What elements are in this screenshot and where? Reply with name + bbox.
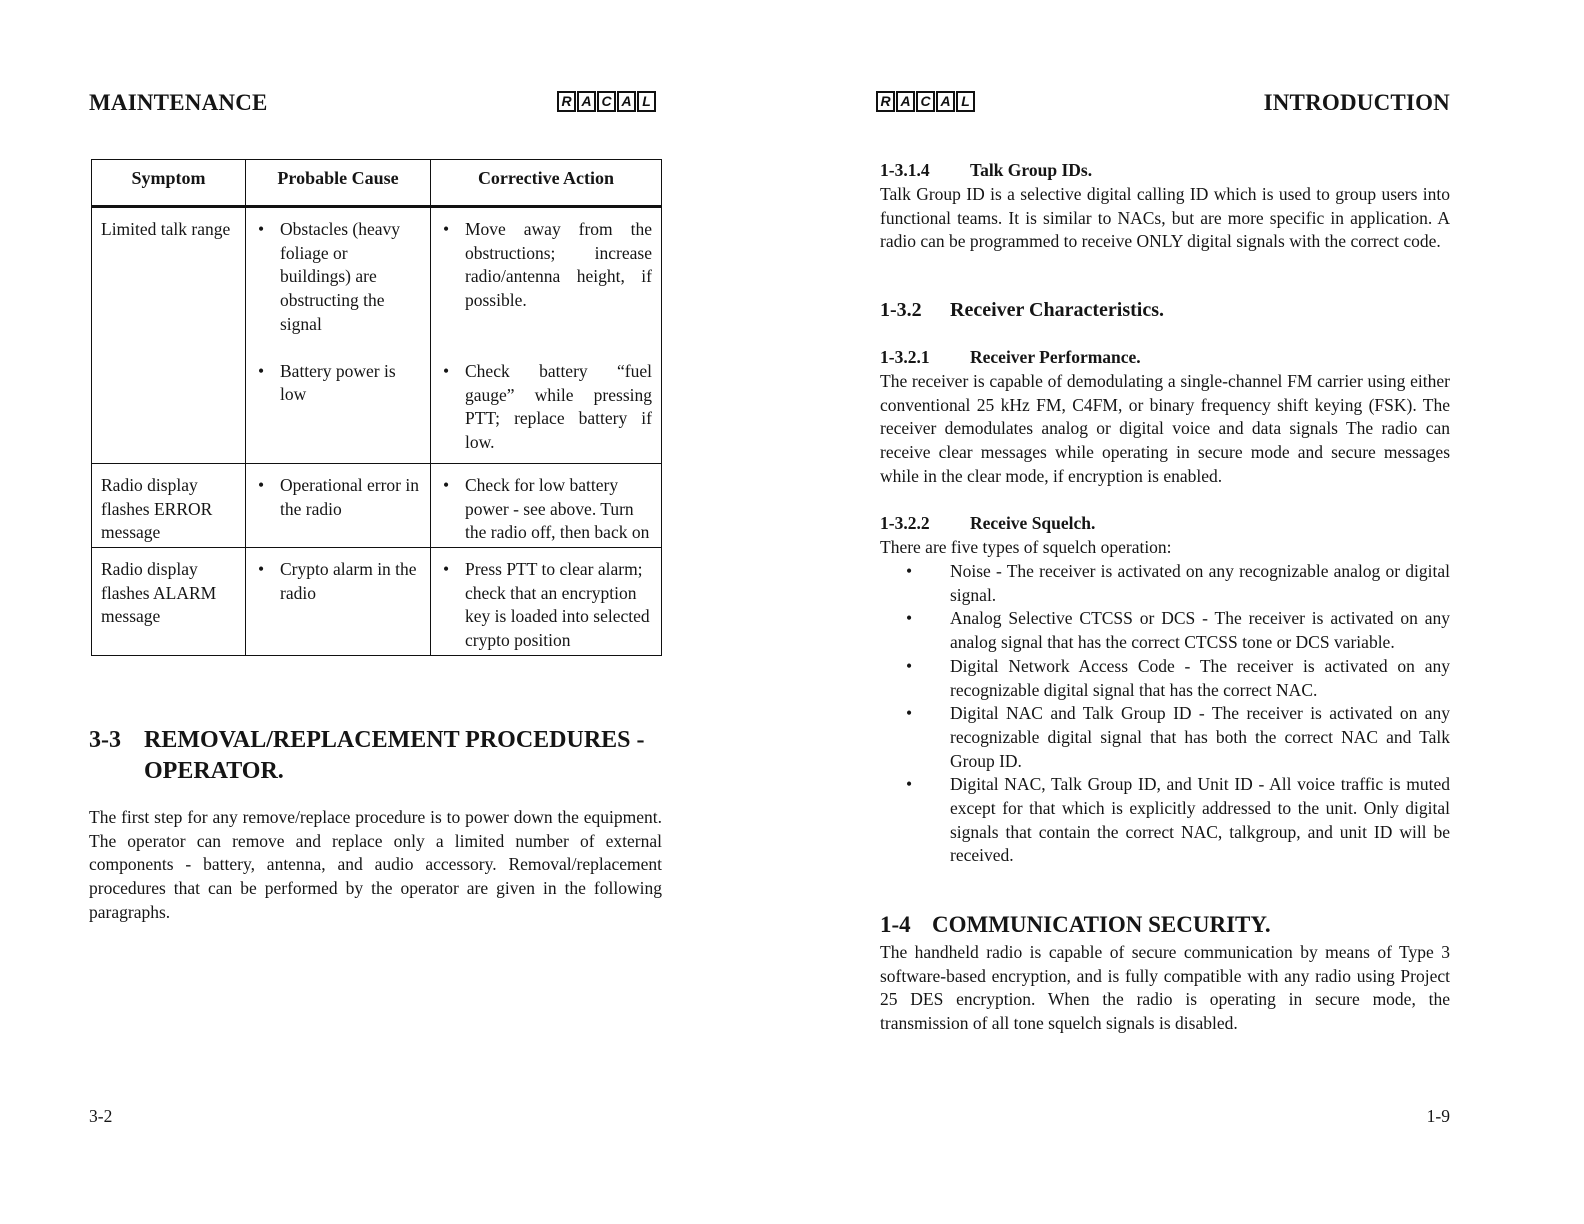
section-heading-3-3 [89, 725, 645, 787]
logo-letter: R [876, 91, 895, 112]
list-item: • Digital Network Access Code - The receiver is activated on any recognizable digital signal that has the correct NAC. [904, 655, 1450, 702]
section-body-3-3: The first step for any remove/replace procedure is to power down the equipment. The operator can remove and replace only a limited number of external components - battery, antenna, and audio accessory. Removal/replacement procedures that can be performed by the operator are given in the following paragraphs. [89, 807, 662, 922]
subsection-number: 1-3.2.1 [880, 347, 930, 367]
squelch-intro: There are five types of squelch operation: [880, 537, 1172, 557]
section-title-line: REMOVAL/REPLACEMENT PROCEDURES - [144, 727, 645, 753]
action-cell [431, 207, 662, 464]
cause-item: • Operational error in the radio [255, 474, 421, 521]
symptom-cell: Radio display flashes ALARM message [92, 547, 246, 655]
table-row [92, 463, 662, 547]
section-number: 1-3.2 [880, 299, 922, 321]
cause-cell [246, 463, 431, 547]
list-item: • Noise - The receiver is activated on any recognizable analog or digital signal. [904, 560, 1450, 607]
table-header-row [92, 160, 662, 207]
racal-logo-right [876, 91, 975, 112]
section-heading-1-4 [880, 912, 1271, 938]
squelch-types-list [904, 560, 1450, 868]
logo-letter: A [577, 91, 596, 112]
cause-item: • Battery power is low [255, 360, 421, 407]
subsection-title: Receiver Performance. [970, 347, 1141, 367]
cause-item: • Obstacles (heavy foliage or buildings) are obstructing the signal [255, 218, 421, 337]
section-title: COMMUNICATION SECURITY. [932, 912, 1271, 937]
subsection-title: Receive Squelch. [970, 513, 1096, 533]
cause-item: • Crypto alarm in the radio [255, 558, 421, 605]
logo-letter: C [597, 91, 616, 112]
page-number-left: 3-2 [89, 1106, 113, 1126]
column-header-corrective-action: Corrective Action [431, 160, 662, 207]
action-cell [431, 547, 662, 655]
cause-cell [246, 207, 431, 464]
column-header-probable-cause: Probable Cause [246, 160, 431, 207]
section-title: Receiver Characteristics. [950, 299, 1164, 321]
action-item: • Press PTT to clear alarm; check that an encryption key is loaded into selected crypto position [440, 558, 652, 653]
right-page [792, 0, 1584, 1224]
subsection-body-1-3-1-4: Talk Group ID is a selective digital calling ID which is used to group users into functional teams. It is similar to NACs, but are more specific in application. A radio can be programmed to receive ONLY digital signals with the correct code. [880, 184, 1450, 252]
action-item: • Check for low battery power - see above. Turn the radio off, then back on [440, 474, 652, 545]
action-item: • Move away from the obstructions; increase radio/antenna height, if possible. [440, 218, 652, 337]
logo-letter: L [637, 91, 656, 112]
racal-logo-left [557, 91, 656, 112]
section-title-line: OPERATOR. [144, 758, 284, 784]
logo-letter: A [936, 91, 955, 112]
logo-letter: C [916, 91, 935, 112]
column-header-symptom: Symptom [92, 160, 246, 207]
section-body-1-4: The handheld radio is capable of secure communication by means of Type 3 software-based encryption, and is fully compatible with any radio using Project 25 DES encryption. When the radio is operating in secure mode, the transmission of all tone squelch signals is disabled. [880, 942, 1450, 1034]
logo-letter: R [557, 91, 576, 112]
list-item: • Digital NAC and Talk Group ID - The receiver is activated on any recognizable digital signal that has both the correct NAC and Talk Group ID. [904, 702, 1450, 773]
symptom-cell: Radio display flashes ERROR message [92, 463, 246, 547]
troubleshooting-table [91, 159, 662, 656]
subsection-heading-1-3-2-2 [880, 513, 1095, 534]
subsection-body-1-3-2-1: The receiver is capable of demodulating a single-channel FM carrier using either conventional 25 kHz FM, C4FM, or binary frequency shift keying (FSK). The receiver demodulates analog or digital voice and data signals The radio can receive clear messages while operating in secure mode and secure messages while in the clear mode, if encryption is enabled. [880, 371, 1450, 486]
logo-letter: A [896, 91, 915, 112]
subsection-number: 1-3.2.2 [880, 513, 930, 533]
running-header-left: MAINTENANCE [89, 90, 268, 115]
section-heading-1-3-2 [880, 299, 1164, 322]
subsection-number: 1-3.1.4 [880, 160, 930, 180]
logo-letter: A [617, 91, 636, 112]
list-item: • Analog Selective CTCSS or DCS - The receiver is activated on any analog signal that has the correct CTCSS tone or DCS variable. [904, 607, 1450, 654]
action-cell [431, 463, 662, 547]
running-header-right: INTRODUCTION [1263, 90, 1450, 115]
cause-cell [246, 547, 431, 655]
page-number-right: 1-9 [1426, 1106, 1450, 1126]
section-number: 1-4 [880, 912, 911, 937]
logo-letter: L [956, 91, 975, 112]
list-item: • Digital NAC, Talk Group ID, and Unit ID - All voice traffic is muted except for that which is explicitly addressed to the unit. Only digital signals that contain the correct NAC, talkgroup, and unit ID will be received. [904, 773, 1450, 868]
symptom-cell: Limited talk range [92, 207, 246, 464]
subsection-heading-1-3-1-4 [880, 160, 1092, 181]
table-row [92, 547, 662, 655]
table-row [92, 207, 662, 464]
subsection-heading-1-3-2-1 [880, 347, 1141, 368]
subsection-title: Talk Group IDs. [970, 160, 1093, 180]
action-item: • Check battery “fuel gauge” while pressing PTT; replace battery if low. [440, 360, 652, 455]
section-number: 3-3 [89, 727, 121, 753]
